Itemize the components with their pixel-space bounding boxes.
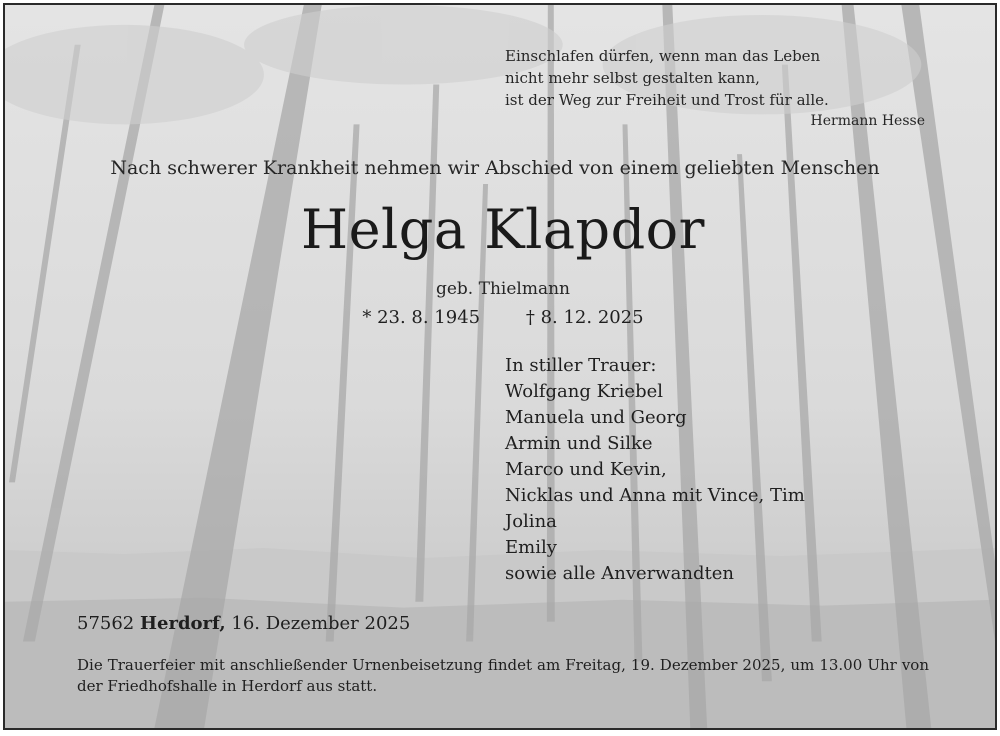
obituary-notice (3, 3, 997, 730)
mourner-name: Emily (505, 537, 557, 558)
quote-line: ist der Weg zur Freiheit und Trost für alle. (505, 91, 829, 109)
mourner-name: Manuela und Georg (505, 407, 687, 428)
place-name: Herdorf, (140, 613, 226, 634)
place-and-date (77, 613, 410, 634)
mourner-name: sowie alle Anverwandten (505, 563, 734, 584)
deceased-name: Helga Klapdor (300, 198, 705, 261)
mourner-name: Wolfgang Kriebel (505, 381, 664, 402)
mourners-heading: In stiller Trauer: (505, 355, 657, 376)
mourner-name: Jolina (505, 511, 557, 532)
quote-line: Einschlafen dürfen, wenn man das Leben (505, 47, 821, 65)
funeral-service-notice: Die Trauerfeier mit anschließender Urnenbeisetzung findet am Freitag, 19. Dezember 2025, um 13.00 Uhr von der Friedhofshalle in Herdorf aus statt. (77, 656, 929, 695)
intro-text: Nach schwerer Krankheit nehmen wir Abschied von einem geliebten Menschen (110, 157, 880, 179)
death-date: † 8. 12. 2025 (525, 307, 644, 328)
birth-date: * 23. 8. 1945 (362, 307, 481, 328)
notice-date: 16. Dezember 2025 (231, 613, 411, 634)
life-dates (5, 307, 997, 328)
birth-name: geb. Thielmann (435, 279, 570, 299)
mourner-name: Armin und Silke (505, 433, 653, 454)
hesse-quote (505, 45, 829, 111)
postcode: 57562 (77, 613, 135, 634)
mourners-list (505, 353, 805, 587)
quote-line: nicht mehr selbst gestalten kann, (505, 69, 760, 87)
quote-author: Hermann Hesse (810, 113, 925, 129)
mourner-name: Nicklas und Anna mit Vince, Tim (505, 485, 805, 506)
mourner-name: Marco und Kevin, (505, 459, 667, 480)
